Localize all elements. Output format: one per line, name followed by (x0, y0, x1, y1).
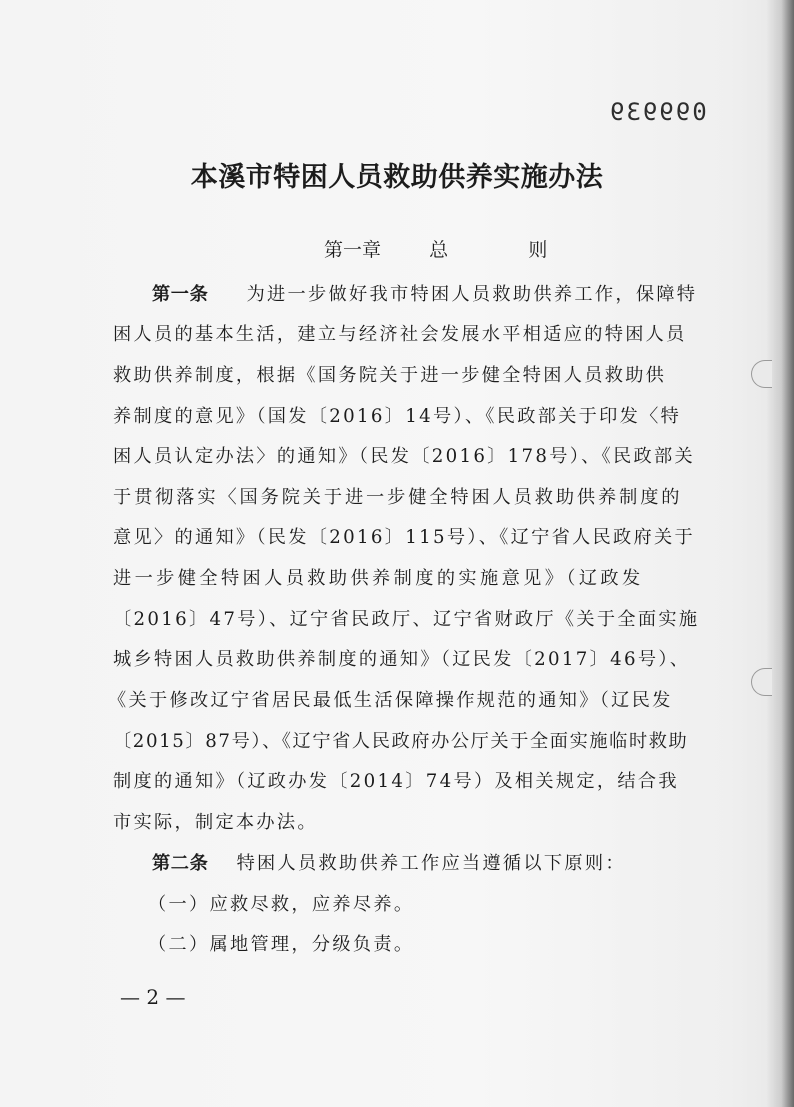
paragraph-line: 市实际，制定本办法。 (113, 812, 318, 833)
serial-stamp: 099939 (608, 98, 707, 126)
paragraph-line: 进一步健全特困人员救助供养制度的实施意见》（辽政发 (113, 568, 644, 589)
paragraph-line: 困人员的基本生活，建立与经济社会发展水平相适应的特困人员 (113, 324, 687, 345)
paragraph-line: 意见〉的通知》（民发〔2016〕115号）、《辽宁省人民政府关于 (113, 527, 695, 548)
chapter-heading: 第一章 总 则 (324, 239, 548, 261)
paragraph-line: 为进一步做好我市特困人员救助供养工作，保障特 (246, 284, 698, 305)
paragraph-line: 特困人员救助供养工作应当遵循以下原则： (236, 853, 626, 874)
paragraph-line: 养制度的意见》（国发〔2016〕14号）、《民政部关于印发〈特 (113, 406, 682, 427)
paragraph-line: 〔2016〕47号）、辽宁省民政厅、辽宁省财政厅《关于全面实施 (113, 609, 700, 630)
article-2-label: 第二条 (152, 853, 209, 874)
paragraph-line: 《关于修改辽宁省居民最低生活保障操作规范的通知》（辽民发 (108, 690, 673, 711)
paragraph-line: 于贯彻落实〈国务院关于进一步健全特困人员救助供养制度的 (113, 487, 683, 508)
paragraph-line: 救助供养制度，根据《国务院关于进一步健全特困人员救助供 (113, 365, 667, 386)
page-number: — 2 — (120, 985, 186, 1009)
paragraph-line: 困人员认定办法〉的通知》（民发〔2016〕178号）、《民政部关 (113, 446, 695, 467)
article-1-first-line (152, 280, 697, 306)
paragraph-line: 制度的通知》（辽政办发〔2014〕74号）及相关规定，结合我 (113, 771, 679, 792)
list-item: （二）属地管理，分级负责。 (148, 934, 415, 955)
article-1-label: 第一条 (152, 284, 209, 305)
paragraph-line: 城乡特困人员救助供养制度的通知》（辽民发〔2017〕46号）、 (113, 649, 691, 670)
paragraph-line: 〔2015〕87号）、《辽宁省人民政府办公厅关于全面实施临时救助 (113, 731, 689, 752)
document-title: 本溪市特困人员救助供养实施办法 (190, 162, 604, 193)
list-item: （一）应救尽救，应养尽养。 (148, 894, 415, 915)
article-2-first-line (152, 849, 626, 875)
binding-hole-icon (751, 360, 772, 388)
binding-hole-icon (751, 668, 772, 696)
